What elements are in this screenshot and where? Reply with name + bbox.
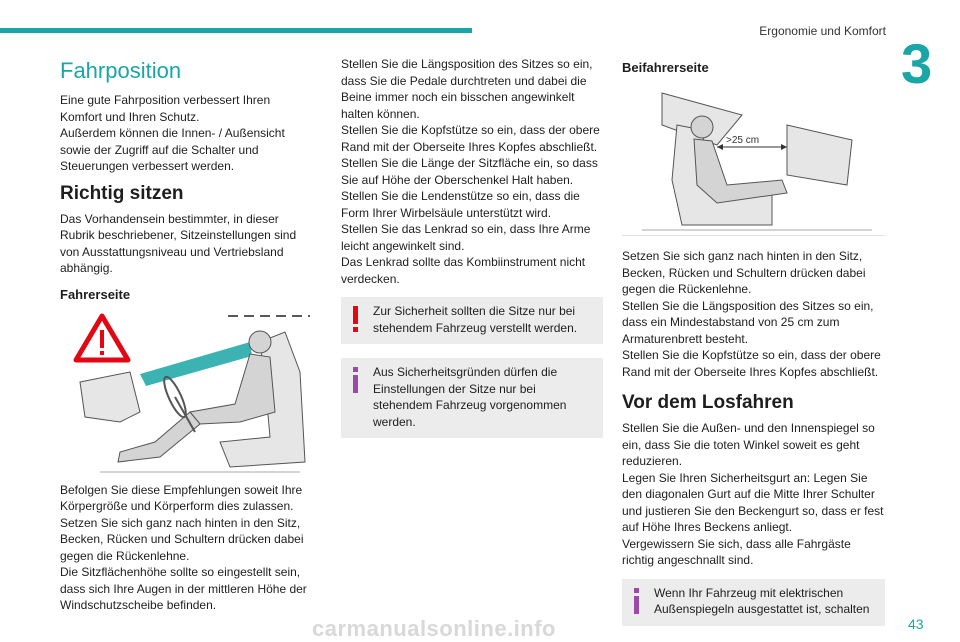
distance-label: >25 cm bbox=[726, 135, 760, 146]
column-3 bbox=[622, 56, 885, 636]
info-notice bbox=[341, 358, 603, 438]
heading-beifahrerseite: Beifahrerseite bbox=[622, 60, 709, 75]
page-number: 43 bbox=[908, 616, 924, 632]
top-accent-bar bbox=[0, 28, 472, 33]
info-icon bbox=[633, 588, 641, 619]
intro-text: Eine gute Fahrposition verbessert Ihren Komfort und Ihren Schutz. Außerdem können die Innen- / Außensicht sowie der Zugriff auf die Schalter und Steuerungen verbessert werden. bbox=[60, 93, 285, 173]
richtig-sitzen-text: Das Vorhandensein bestimmter, in dieser Rubrik beschriebener, Sitzeinstellungen sind von Ausstattungsniveau und Vertriebsland abhängig. bbox=[60, 211, 297, 275]
heading-fahrerseite: Fahrerseite bbox=[60, 286, 131, 302]
warning-exclamation-icon bbox=[352, 306, 360, 337]
mirror-info-text: Wenn Ihr Fahrzeug mit elektrischen Außenspiegeln ausgestattet ist, schalten bbox=[654, 585, 870, 616]
warning-triangle-icon bbox=[76, 316, 128, 360]
heading-vor-dem-losfahren: Vor dem Losfahren bbox=[622, 392, 794, 413]
page-title: Fahrposition bbox=[60, 58, 182, 83]
heading-richtig-sitzen: Richtig sitzen bbox=[60, 182, 184, 204]
fahrerseite-text: Befolgen Sie diese Empfehlungen soweit Ihre Körpergröße und Körperform dies zulassen. Setzen Sie sich ganz nach hinten in den Sitz, Becken, Rücken und Schultern drücken dabei gegen die Rückenlehne. Die Sitzflächenhöhe sollte so eingestellt sein, dass sich Ihre Augen in der mittleren Höhe der Windschutzscheibe befinden. bbox=[60, 482, 307, 612]
vor-dem-losfahren-text: Stellen Sie die Außen- und den Innenspiegel so ein, dass Sie die toten Winkel soweit es geht reduzieren. Legen Sie Ihren Sicherheitsgurt an: Legen Sie den diagonalen Gurt auf die Mitte Ihrer Schulter und justieren Sie den Beckengurt so, dass er fest auf Höhe Ihres Beckens anliegt. Vergewissern Sie sich, dass alle Fahrgäste richtig angeschnallt sind. bbox=[622, 421, 884, 567]
section-title: Ergonomie und Komfort bbox=[759, 24, 886, 38]
warning-text: Zur Sicherheit sollten die Sitze nur bei stehendem Fahrzeug verstellt werden. bbox=[373, 304, 578, 335]
info-icon bbox=[352, 367, 360, 398]
chapter-number: 3 bbox=[901, 32, 933, 95]
info-notice-mirrors bbox=[622, 579, 885, 626]
footer-watermark: carmanualsonline.info bbox=[312, 616, 556, 641]
info-text: Aus Sicherheitsgründen dürfen die Einstellungen der Sitze nur bei stehendem Fahrzeug vorgenommen werden. bbox=[373, 365, 567, 429]
passenger-seat-illustration bbox=[622, 85, 885, 236]
column-2 bbox=[341, 56, 603, 448]
warning-notice bbox=[341, 297, 603, 344]
driver-seat-illustration bbox=[60, 312, 310, 482]
seat-adjust-text: Stellen Sie die Längsposition des Sitzes so ein, dass Sie die Pedale durchtreten und dabei die Beine immer noch ein bisschen angewinkelt halten können. Stellen Sie die Kopfstütze so ein, dass der obere Rand mit der Oberseite Ihres Kopfes abschließt. Stellen Sie die Länge der Sitzfläche ein, so dass Sie auf Höhe der Oberschenkel Halt haben. Stellen Sie die Lendenstütze so ein, dass die Form Ihrer Wirbelsäule unterstützt wird. Stellen Sie das Lenkrad so ein, dass Ihre Arme leicht angewinkelt sind. Das Lenkrad sollte das Kombiinstrument nicht verdecken. bbox=[341, 57, 600, 286]
column-1 bbox=[60, 56, 310, 614]
beifahrerseite-text: Setzen Sie sich ganz nach hinten in den Sitz, Becken, Rücken und Schultern drücken dabei gegen die Rückenlehne. Stellen Sie die Längsposition des Sitzes so ein, dass ein Mindestabstand von 25 cm zum Armaturenbrett besteht. Stellen Sie die Kopfstütze so ein, dass der obere Rand mit der Oberseite Ihres Kopfes abschließt. bbox=[622, 249, 881, 379]
